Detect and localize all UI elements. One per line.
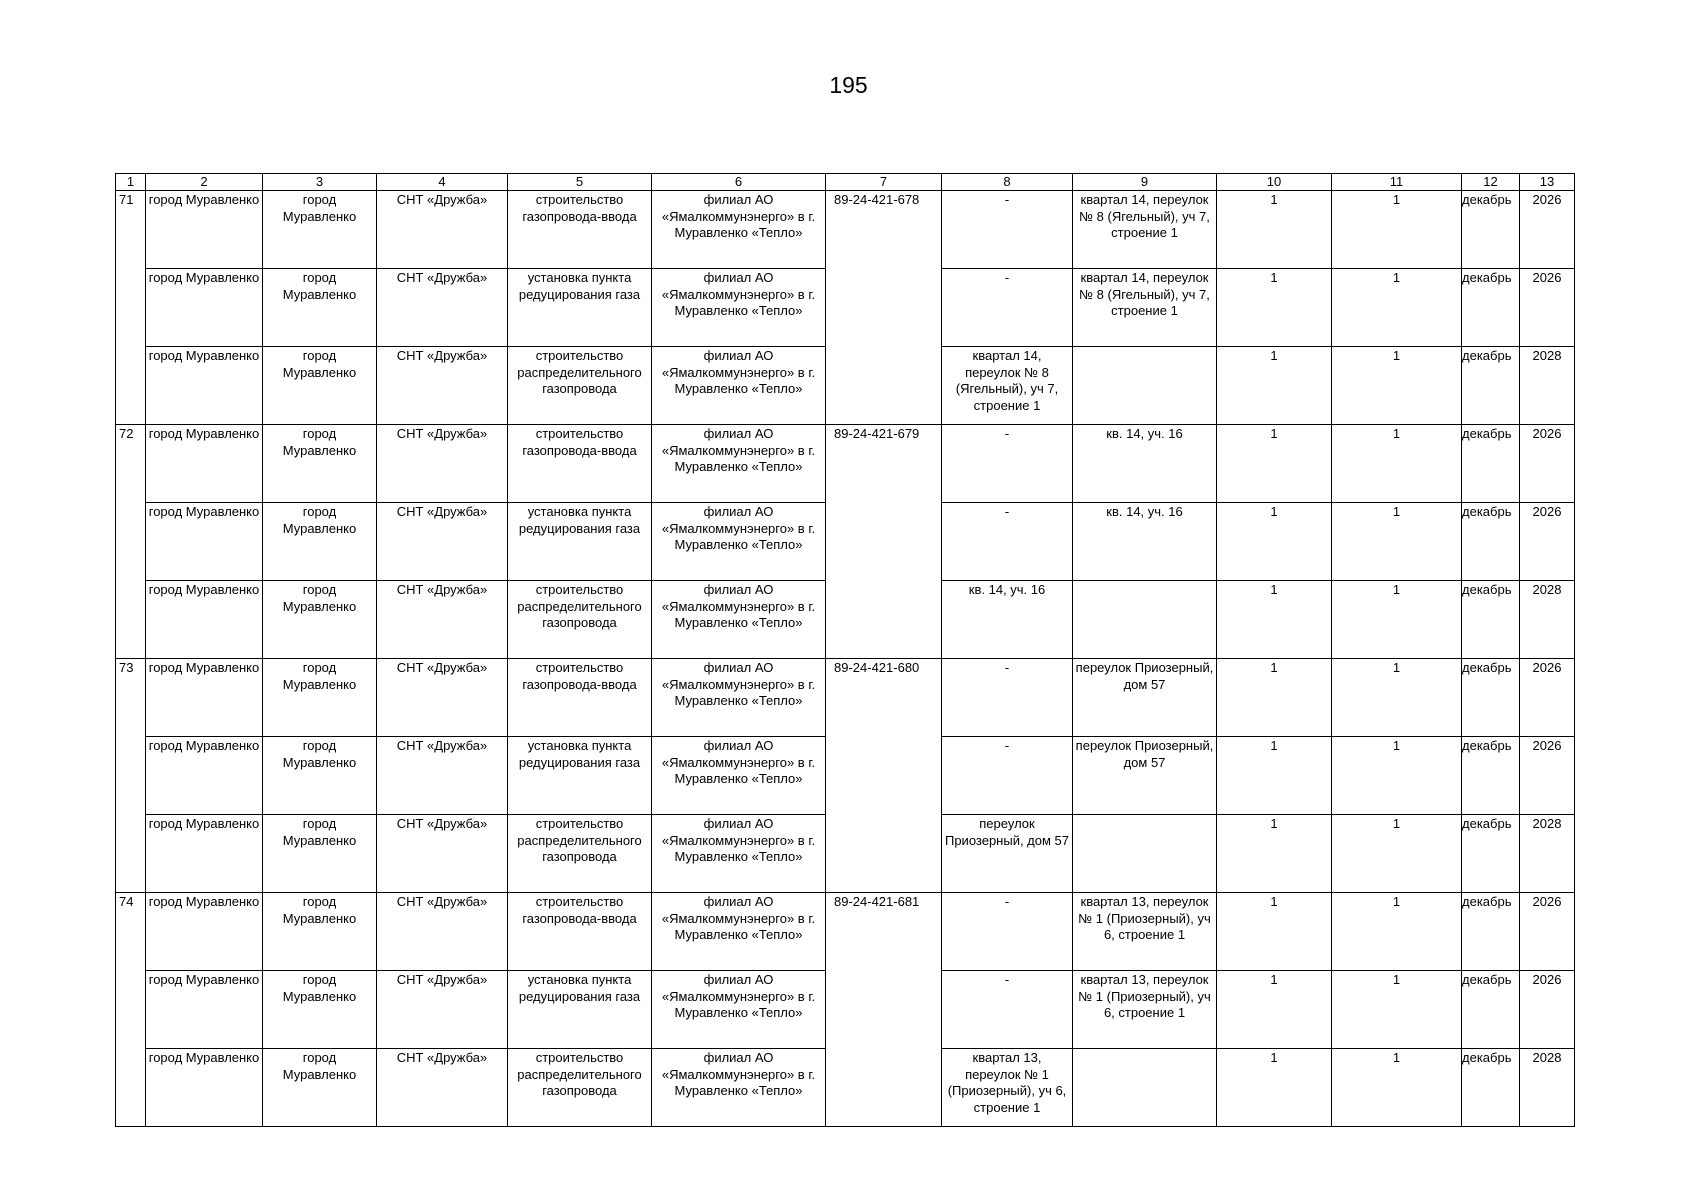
table-row [116,191,1575,269]
location-cell: СНТ «Дружба» [377,581,508,659]
column-header: 4 [377,174,508,191]
organization-cell: филиал АО «Ямалкоммунэнерго» в г. Муравленко «Тепло» [652,815,826,893]
count-11-cell: 1 [1332,1049,1462,1127]
location-cell: СНТ «Дружба» [377,893,508,971]
cadastral-number-cell: 89-24-421-679 [826,425,942,659]
municipality-cell: город Муравленко [146,269,263,347]
organization-cell: филиал АО «Ямалкоммунэнерго» в г. Муравленко «Тепло» [652,581,826,659]
column-header: 10 [1217,174,1332,191]
table-body [116,191,1575,1127]
work-type-cell: установка пункта редуцирования газа [508,971,652,1049]
header-row [116,174,1575,191]
count-10-cell: 1 [1217,503,1332,581]
municipality-cell: город Муравленко [146,737,263,815]
count-11-cell: 1 [1332,581,1462,659]
settlement-cell: город Муравленко [263,893,377,971]
count-11-cell: 1 [1332,503,1462,581]
count-11-cell: 1 [1332,191,1462,269]
organization-cell: филиал АО «Ямалкоммунэнерго» в г. Муравленко «Тепло» [652,971,826,1049]
address-9-cell: квартал 13, переулок № 1 (Приозерный), уч 6, строение 1 [1073,971,1217,1049]
column-header: 5 [508,174,652,191]
municipality-cell: город Муравленко [146,971,263,1049]
count-10-cell: 1 [1217,191,1332,269]
location-cell: СНТ «Дружба» [377,503,508,581]
month-cell: декабрь [1462,347,1520,425]
work-type-cell: строительство газопровода-ввода [508,893,652,971]
count-11-cell: 1 [1332,815,1462,893]
table-row [116,893,1575,971]
address-9-cell [1073,1049,1217,1127]
settlement-cell: город Муравленко [263,737,377,815]
month-cell: декабрь [1462,893,1520,971]
count-10-cell: 1 [1217,1049,1332,1127]
location-cell: СНТ «Дружба» [377,1049,508,1127]
month-cell: декабрь [1462,191,1520,269]
count-11-cell: 1 [1332,659,1462,737]
address-8-cell: - [942,737,1073,815]
count-10-cell: 1 [1217,815,1332,893]
location-cell: СНТ «Дружба» [377,659,508,737]
count-10-cell: 1 [1217,971,1332,1049]
settlement-cell: город Муравленко [263,503,377,581]
count-10-cell: 1 [1217,347,1332,425]
count-11-cell: 1 [1332,269,1462,347]
settlement-cell: город Муравленко [263,425,377,503]
work-type-cell: строительство газопровода-ввода [508,425,652,503]
work-type-cell: установка пункта редуцирования газа [508,503,652,581]
address-8-cell: - [942,971,1073,1049]
settlement-cell: город Муравленко [263,347,377,425]
page-number: 195 [829,72,868,98]
gasification-table [115,173,1575,1127]
month-cell: декабрь [1462,425,1520,503]
municipality-cell: город Муравленко [146,659,263,737]
count-10-cell: 1 [1217,737,1332,815]
work-type-cell: строительство распределительного газопровода [508,581,652,659]
column-header: 9 [1073,174,1217,191]
settlement-cell: город Муравленко [263,1049,377,1127]
work-type-cell: строительство газопровода-ввода [508,659,652,737]
address-9-cell: квартал 14, переулок № 8 (Ягельный), уч 7, строение 1 [1073,191,1217,269]
municipality-cell: город Муравленко [146,425,263,503]
address-9-cell: квартал 14, переулок № 8 (Ягельный), уч 7, строение 1 [1073,269,1217,347]
address-8-cell: квартал 14, переулок № 8 (Ягельный), уч 7, строение 1 [942,347,1073,425]
year-cell: 2028 [1520,581,1575,659]
year-cell: 2026 [1520,971,1575,1049]
address-8-cell: - [942,269,1073,347]
count-10-cell: 1 [1217,659,1332,737]
column-header: 13 [1520,174,1575,191]
settlement-cell: город Муравленко [263,659,377,737]
organization-cell: филиал АО «Ямалкоммунэнерго» в г. Муравленко «Тепло» [652,347,826,425]
organization-cell: филиал АО «Ямалкоммунэнерго» в г. Муравленко «Тепло» [652,191,826,269]
cadastral-number-cell: 89-24-421-680 [826,659,942,893]
table-row [116,425,1575,503]
work-type-cell: строительство распределительного газопровода [508,347,652,425]
row-number-cell: 72 [116,425,146,659]
municipality-cell: город Муравленко [146,815,263,893]
address-8-cell: переулок Приозерный, дом 57 [942,815,1073,893]
month-cell: декабрь [1462,269,1520,347]
address-9-cell [1073,581,1217,659]
address-9-cell: переулок Приозерный, дом 57 [1073,659,1217,737]
count-10-cell: 1 [1217,425,1332,503]
month-cell: декабрь [1462,971,1520,1049]
address-9-cell [1073,347,1217,425]
count-10-cell: 1 [1217,269,1332,347]
column-header: 2 [146,174,263,191]
column-header: 1 [116,174,146,191]
municipality-cell: город Муравленко [146,191,263,269]
work-type-cell: строительство распределительного газопровода [508,1049,652,1127]
year-cell: 2026 [1520,893,1575,971]
row-number-cell: 74 [116,893,146,1127]
organization-cell: филиал АО «Ямалкоммунэнерго» в г. Муравленко «Тепло» [652,737,826,815]
row-number-cell: 71 [116,191,146,425]
month-cell: декабрь [1462,659,1520,737]
table-row [116,659,1575,737]
column-header: 11 [1332,174,1462,191]
settlement-cell: город Муравленко [263,971,377,1049]
count-10-cell: 1 [1217,893,1332,971]
location-cell: СНТ «Дружба» [377,425,508,503]
address-9-cell [1073,815,1217,893]
year-cell: 2028 [1520,1049,1575,1127]
municipality-cell: город Муравленко [146,1049,263,1127]
municipality-cell: город Муравленко [146,581,263,659]
organization-cell: филиал АО «Ямалкоммунэнерго» в г. Муравленко «Тепло» [652,659,826,737]
address-9-cell: кв. 14, уч. 16 [1073,503,1217,581]
address-8-cell: - [942,425,1073,503]
location-cell: СНТ «Дружба» [377,347,508,425]
month-cell: декабрь [1462,737,1520,815]
municipality-cell: город Муравленко [146,347,263,425]
location-cell: СНТ «Дружба» [377,269,508,347]
address-8-cell: квартал 13, переулок № 1 (Приозерный), уч 6, строение 1 [942,1049,1073,1127]
year-cell: 2026 [1520,659,1575,737]
row-number-cell: 73 [116,659,146,893]
column-header: 12 [1462,174,1520,191]
organization-cell: филиал АО «Ямалкоммунэнерго» в г. Муравленко «Тепло» [652,893,826,971]
address-9-cell: переулок Приозерный, дом 57 [1073,737,1217,815]
work-type-cell: установка пункта редуцирования газа [508,737,652,815]
address-9-cell: кв. 14, уч. 16 [1073,425,1217,503]
count-11-cell: 1 [1332,737,1462,815]
location-cell: СНТ «Дружба» [377,971,508,1049]
year-cell: 2026 [1520,269,1575,347]
address-8-cell: - [942,659,1073,737]
organization-cell: филиал АО «Ямалкоммунэнерго» в г. Муравленко «Тепло» [652,425,826,503]
settlement-cell: город Муравленко [263,581,377,659]
month-cell: декабрь [1462,503,1520,581]
year-cell: 2026 [1520,191,1575,269]
column-header: 7 [826,174,942,191]
cadastral-number-cell: 89-24-421-681 [826,893,942,1127]
month-cell: декабрь [1462,581,1520,659]
settlement-cell: город Муравленко [263,191,377,269]
address-8-cell: кв. 14, уч. 16 [942,581,1073,659]
year-cell: 2026 [1520,425,1575,503]
count-11-cell: 1 [1332,971,1462,1049]
cadastral-number-cell: 89-24-421-678 [826,191,942,425]
address-9-cell: квартал 13, переулок № 1 (Приозерный), уч 6, строение 1 [1073,893,1217,971]
count-10-cell: 1 [1217,581,1332,659]
municipality-cell: город Муравленко [146,503,263,581]
municipality-cell: город Муравленко [146,893,263,971]
settlement-cell: город Муравленко [263,269,377,347]
year-cell: 2026 [1520,503,1575,581]
work-type-cell: установка пункта редуцирования газа [508,269,652,347]
location-cell: СНТ «Дружба» [377,191,508,269]
work-type-cell: строительство распределительного газопровода [508,815,652,893]
organization-cell: филиал АО «Ямалкоммунэнерго» в г. Муравленко «Тепло» [652,269,826,347]
month-cell: декабрь [1462,1049,1520,1127]
column-header: 6 [652,174,826,191]
year-cell: 2026 [1520,737,1575,815]
address-8-cell: - [942,503,1073,581]
work-type-cell: строительство газопровода-ввода [508,191,652,269]
settlement-cell: город Муравленко [263,815,377,893]
year-cell: 2028 [1520,815,1575,893]
count-11-cell: 1 [1332,347,1462,425]
column-header: 3 [263,174,377,191]
address-8-cell: - [942,893,1073,971]
count-11-cell: 1 [1332,425,1462,503]
location-cell: СНТ «Дружба» [377,737,508,815]
organization-cell: филиал АО «Ямалкоммунэнерго» в г. Муравленко «Тепло» [652,503,826,581]
count-11-cell: 1 [1332,893,1462,971]
year-cell: 2028 [1520,347,1575,425]
location-cell: СНТ «Дружба» [377,815,508,893]
column-header: 8 [942,174,1073,191]
organization-cell: филиал АО «Ямалкоммунэнерго» в г. Муравленко «Тепло» [652,1049,826,1127]
address-8-cell: - [942,191,1073,269]
month-cell: декабрь [1462,815,1520,893]
